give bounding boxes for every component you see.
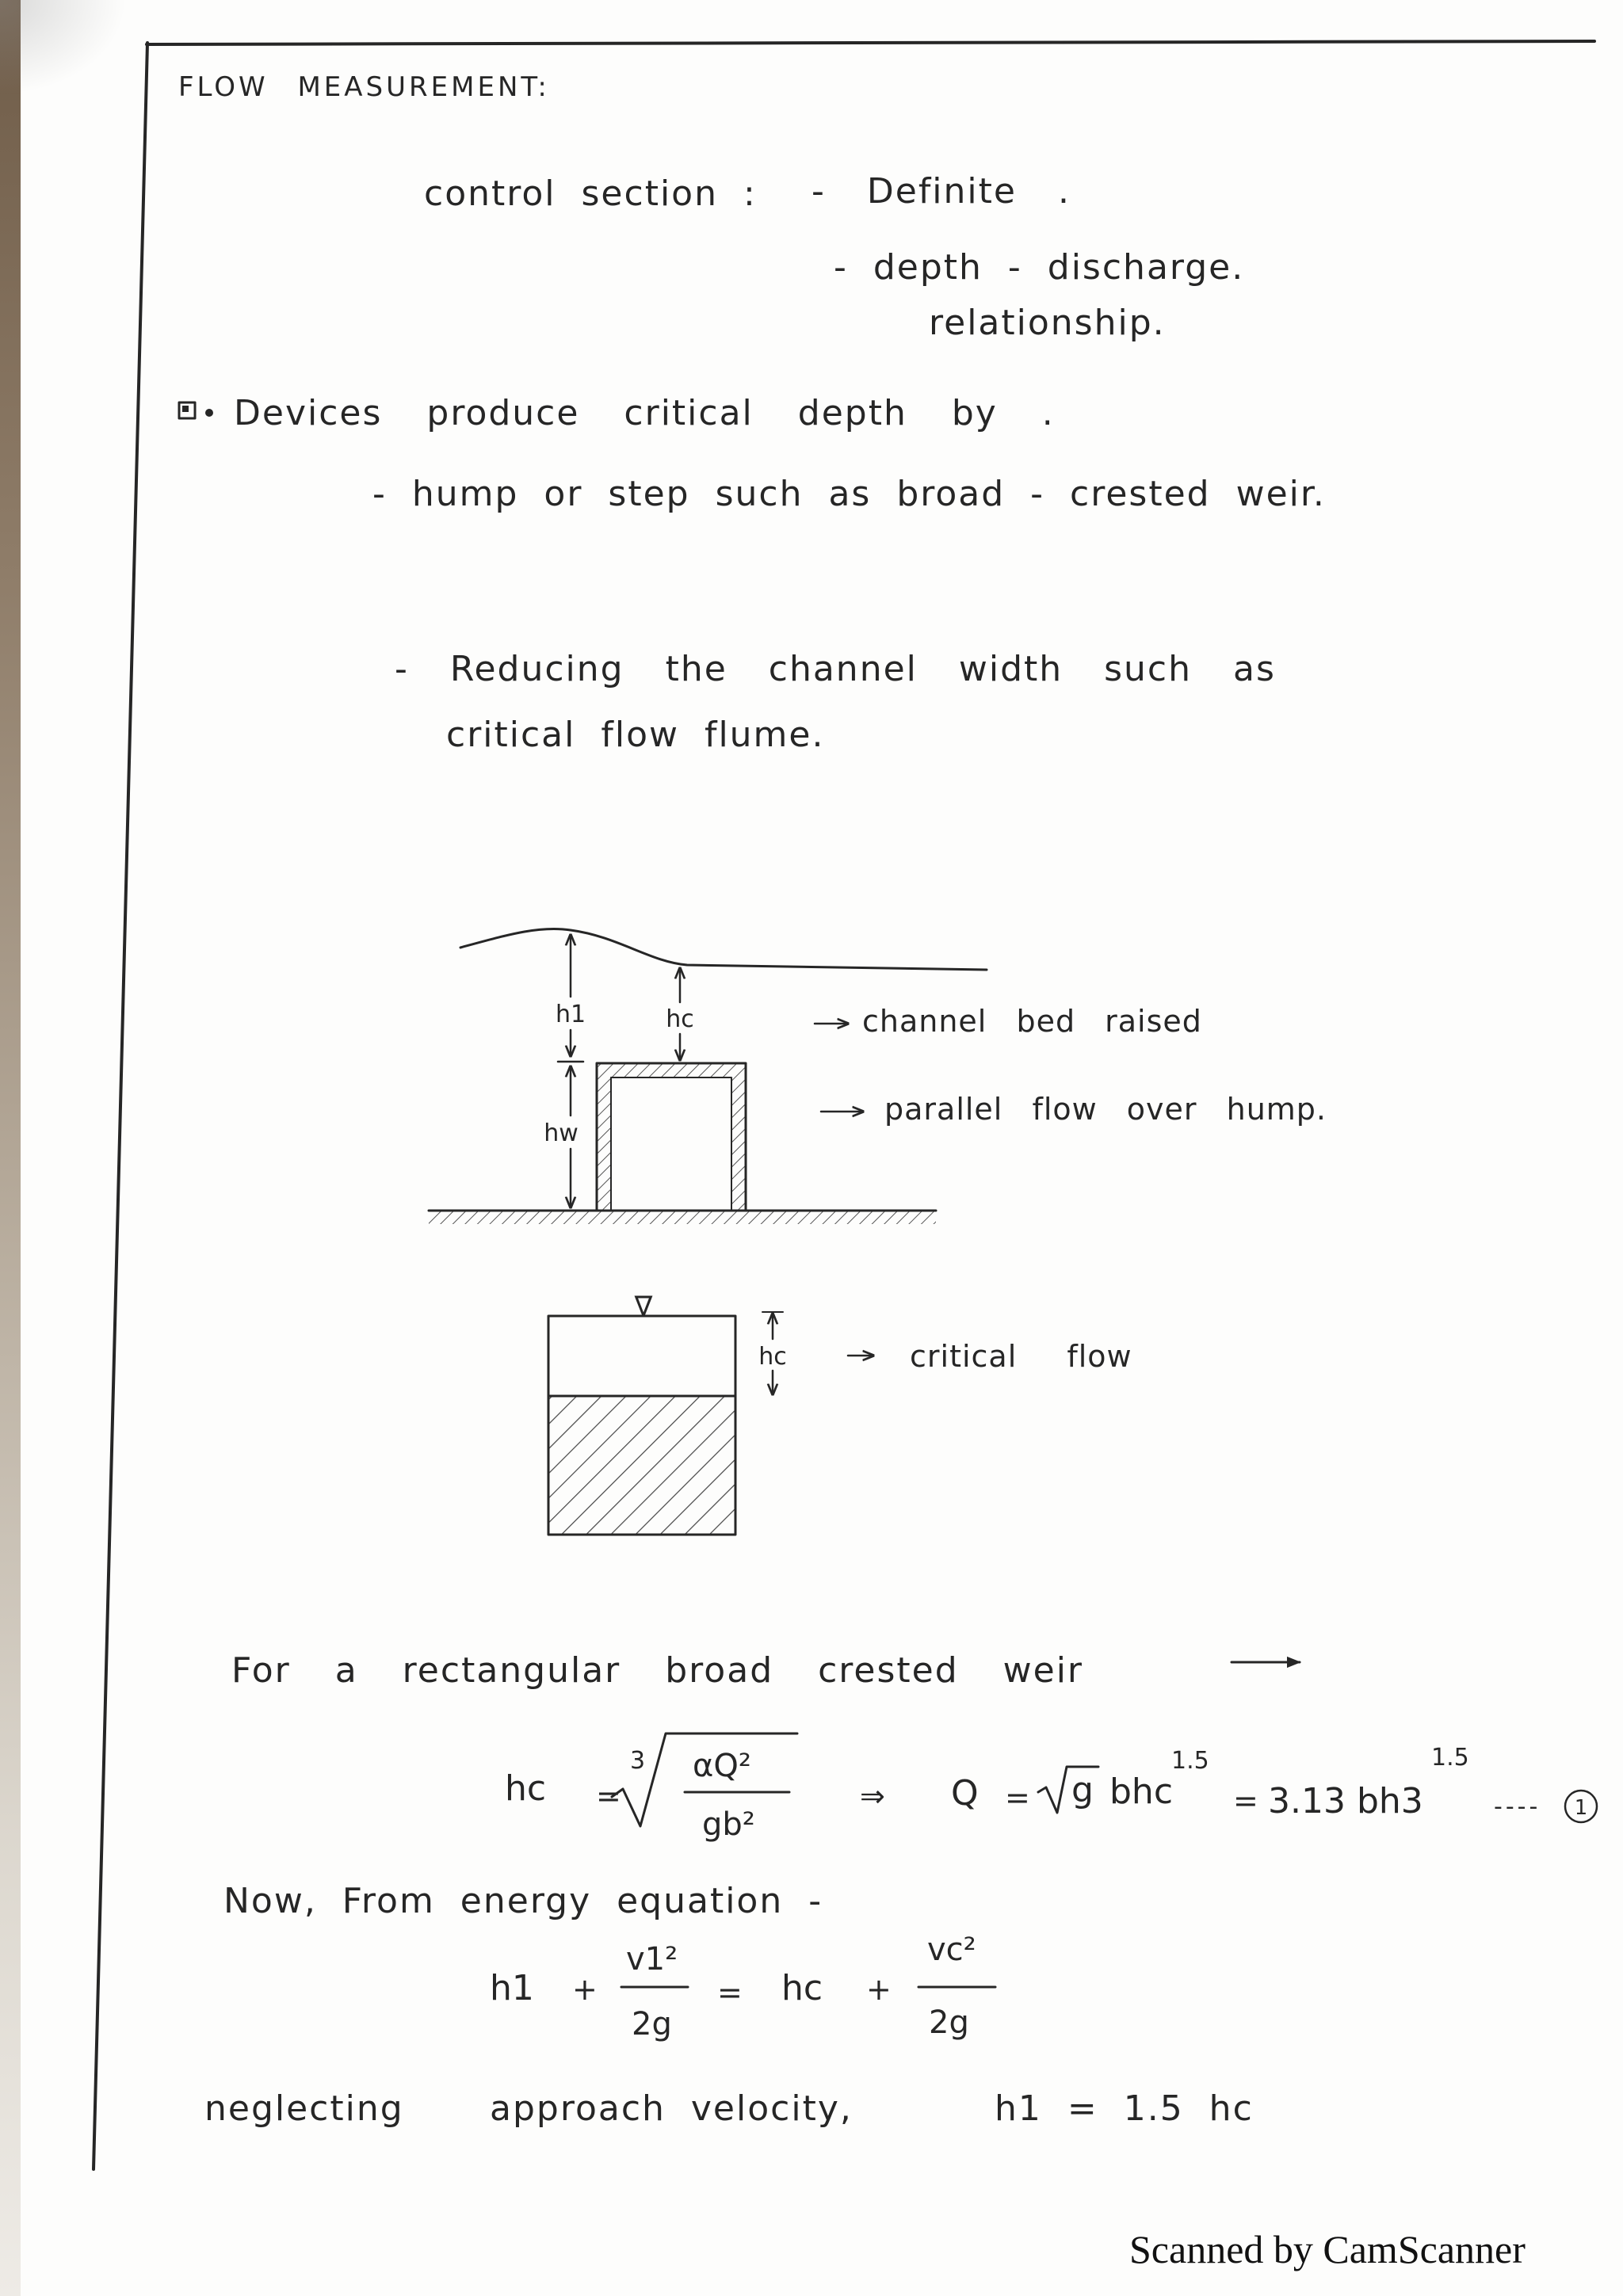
control-section-label: control section : [424, 174, 757, 214]
formula-lhs: hc [505, 1768, 547, 1809]
formula-equals: = [596, 1779, 621, 1814]
energy-rhs-head: hc [781, 1968, 823, 2008]
h1-dimension-arrow [558, 935, 583, 1062]
fraction-numerator: αQ² [693, 1748, 751, 1784]
energy-lhs-numerator: v1² [626, 1941, 678, 1978]
water-surface-line [460, 929, 987, 970]
formula-equals: = [1233, 1783, 1258, 1818]
energy-rhs-denominator: 2g [929, 2004, 969, 2041]
hc-label: hc [666, 1005, 694, 1033]
discharge-term1: bhc [1109, 1772, 1174, 1812]
energy-intro: Now, From energy equation - [223, 1881, 823, 1921]
energy-plus: + [572, 1972, 598, 2007]
equation-number: 1 [1574, 1796, 1588, 1820]
channel-bed-ground [429, 1211, 936, 1224]
conclusion-approach-velocity: approach velocity, [490, 2088, 853, 2129]
hw-label: hw [544, 1119, 579, 1147]
sqrt-argument: g [1071, 1770, 1094, 1810]
scanner-watermark: Scanned by CamScanner [1129, 2227, 1526, 2271]
note-channel-bed-raised: channel bed raised [862, 1004, 1202, 1039]
note-parallel-flow: parallel flow over hump. [884, 1092, 1327, 1127]
devices-method-width-cont: critical flow flume. [446, 715, 825, 755]
page-title: FLOW MEASUREMENT: [178, 71, 550, 103]
conclusion-neglecting: neglecting [204, 2088, 404, 2129]
control-item-relationship: relationship. [929, 303, 1166, 343]
checkbox-bullet-icon [179, 402, 213, 418]
devices-method-hump: - hump or step such as broad - crested weir. [372, 474, 1326, 514]
section-hatched-water [548, 1396, 735, 1535]
devices-method-width: - Reducing the channel width such as [395, 649, 1276, 689]
conclusion-result: h1 = 1.5 hc [995, 2088, 1254, 2129]
discharge-formula [860, 1744, 1597, 1822]
critical-section-diagram [548, 1291, 1132, 1535]
control-item-depth-discharge: - depth - discharge. [834, 247, 1245, 288]
weir-block [597, 1063, 746, 1211]
equation-leader: ---- [1494, 1793, 1541, 1821]
energy-plus: + [866, 1972, 892, 2007]
devices-intro: Devices produce critical depth by . [234, 393, 1055, 433]
h1-label: h1 [555, 1001, 586, 1028]
discharge-lhs: Q [951, 1773, 979, 1814]
discharge-term2: 3.13 bh3 [1268, 1781, 1423, 1821]
energy-rhs-numerator: vc² [927, 1932, 976, 1968]
discharge-exponent1: 1.5 [1171, 1747, 1209, 1775]
energy-lhs-head: h1 [490, 1968, 534, 2008]
implies-symbol: ⇒ [860, 1779, 885, 1814]
left-margin-line [94, 43, 147, 2169]
water-surface-symbol: ∇ [634, 1291, 653, 1322]
formula-equals: = [1005, 1780, 1030, 1815]
note-critical-flow: critical flow [910, 1339, 1132, 1374]
hc-label: hc [758, 1343, 787, 1371]
weir-heading: For a rectangular broad crested weir [231, 1650, 1084, 1691]
root-index: 3 [630, 1747, 646, 1775]
hump-diagram [429, 929, 1327, 1224]
energy-lhs-denominator: 2g [632, 2006, 672, 2042]
energy-equals: = [717, 1975, 743, 2010]
fraction-denominator: gb² [702, 1806, 755, 1843]
discharge-exponent2: 1.5 [1431, 1744, 1469, 1772]
energy-equation [490, 1932, 995, 2042]
control-item-definite: - Definite . [812, 171, 1071, 212]
top-margin-line [147, 41, 1594, 44]
critical-depth-formula [505, 1733, 797, 1843]
